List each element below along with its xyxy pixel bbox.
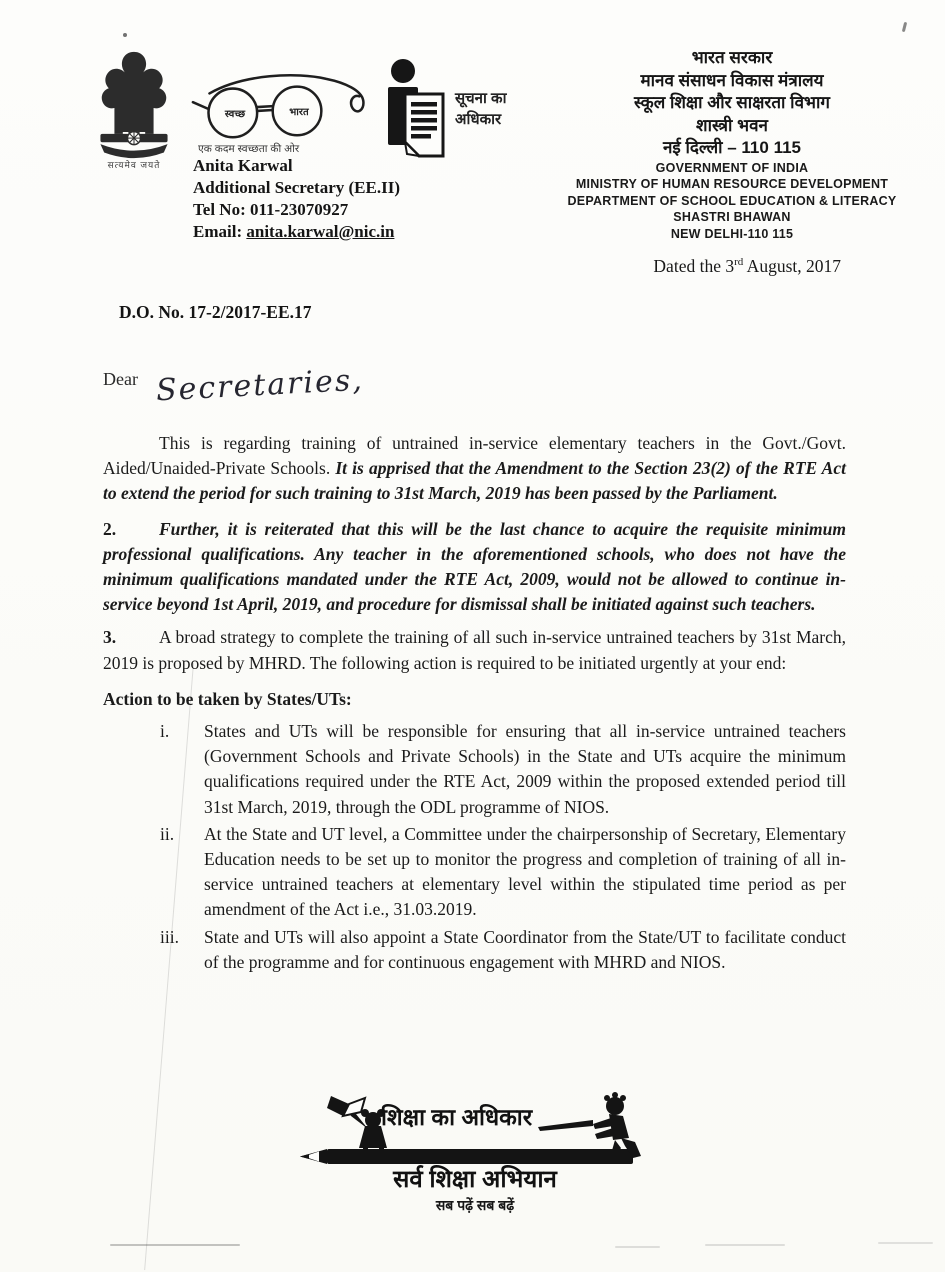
action-list [103, 719, 846, 975]
scan-smudge [615, 1246, 660, 1248]
scan-tick-artifact [902, 22, 907, 32]
letterhead-line-hindi: मानव संसाधन विकास मंत्रालय [640, 70, 824, 90]
salutation-handwritten: Secretaries, [155, 362, 365, 409]
signatory-email-line [193, 221, 400, 243]
date-text: August, 2017 [743, 256, 841, 276]
ssa-title: सर्व शिक्षा अभियान [393, 1166, 557, 1193]
signatory-contact-block [193, 155, 400, 243]
list-item-text: States and UTs will be responsible for ensuring that all in-service untrained teachers (Government Schools and Private Schools) in the State and UTs acquire the minimum qualifications required under the RTE Act, 2009 within the proposed extended period till 31st March, 2019, through the ODL programme of NIOS. [204, 721, 846, 817]
list-item-number: ii. [160, 823, 175, 844]
paragraph-3 [103, 625, 846, 675]
date-ordinal-sup: rd [734, 256, 744, 269]
ssa-tagline: सब पढ़ें सब बढ़ें [435, 1197, 515, 1213]
ministry-letterhead-block [527, 47, 937, 242]
rte-slogan: शिक्षा का अधिकार [381, 1104, 533, 1130]
list-item-text: State and UTs will also appoint a State Coordinator from the State/UT to facilitate conduct of the programme and for continuous engagement with MHRD and NIOS. [204, 926, 846, 972]
scan-smudge [878, 1242, 933, 1244]
scan-smudge [705, 1244, 785, 1246]
rti-label: सूचना का अधिकार [455, 90, 507, 128]
reference-number: D.O. No. 17-2/2017-EE.17 [119, 302, 312, 322]
email-label: Email: [193, 222, 247, 241]
letterhead-line-english: GOVERNMENT OF INDIA [655, 160, 809, 175]
paragraph-2-text: Further, it is reiterated that this will be the last chance to acquire the requisite minimum professional qualifications. Any teacher in the aforementioned schools, who does not have the minimum qualifications mandated under the RTE Act, 2009, would not be allowed to continue in-service beyond 1st April, 2019, and procedure for dismissal shall be initiated against such teachers. [103, 518, 846, 615]
email-address: anita.karwal@nic.in [246, 222, 395, 241]
list-item [103, 719, 846, 820]
paragraph-2-number: 2. [103, 518, 117, 539]
rti-logo-icon [383, 58, 543, 178]
salutation-printed: Dear [103, 369, 138, 389]
swachh-bharat-logo-icon [190, 70, 370, 162]
india-national-emblem-icon [84, 50, 184, 174]
signatory-designation: Additional Secretary (EE.II) [193, 178, 400, 197]
signatory-name: Anita Karwal [193, 156, 293, 175]
letterhead-line-hindi: स्कूल शिक्षा और साक्षरता विभाग [634, 93, 830, 112]
list-item [103, 822, 846, 923]
salutation [103, 362, 365, 409]
letterhead-line-hindi: भारत सरकार [691, 48, 773, 67]
paragraph-3-number: 3. [103, 627, 117, 648]
date-text: Dated the 3 [653, 256, 735, 276]
list-item-number: i. [160, 721, 170, 742]
paragraph-1 [103, 431, 846, 507]
scan-smudge [110, 1244, 240, 1246]
letterhead-line-english: SHASTRI BHAWAN [673, 210, 791, 224]
letter-body [103, 431, 846, 975]
letterhead-line-english: MINISTRY OF HUMAN RESOURCE DEVELOPMENT [575, 177, 889, 191]
lion-capital-graphic [84, 50, 184, 160]
paragraph-1-regular: This is regarding training of untrained in-service elementary teachers in the Govt./Govt. Aided/Unaided-Private Schools. [103, 433, 846, 479]
list-item-text: At the State and UT level, a Committee under the chairpersonship of Secretary, Elementary Education needs to be set up to monitor the progress and completion of training of all in-service untrained teachers at elementary level within the stipulated time period as per amendment of the Act i.e., 31.03.2019. [204, 823, 846, 920]
swachh-tagline: एक कदम स्वच्छता की ओर [198, 143, 300, 155]
signatory-phone: Tel No: 011-23070927 [193, 200, 349, 219]
list-item-number: iii. [160, 926, 179, 947]
letterhead-line-english: DEPARTMENT OF SCHOOL EDUCATION & LITERACY [567, 193, 897, 208]
letter-date [653, 256, 841, 277]
scan-dot-artifact [123, 33, 127, 37]
ssa-footer-logo [295, 1086, 655, 1226]
letterhead-line-english: NEW DELHI-110 115 [670, 226, 794, 241]
paragraph-2 [103, 517, 846, 618]
swachh-right-lens-label: भारत [289, 107, 309, 118]
letterhead-line-hindi: नई दिल्ली – 110 115 [662, 138, 801, 157]
swachh-left-lens-label: स्वच्छ [224, 109, 246, 120]
emblem-motto: सत्यमेव जयते [107, 160, 161, 170]
list-item [103, 925, 846, 975]
letterhead-line-hindi: शास्त्री भवन [696, 115, 768, 135]
paragraph-3-text: A broad strategy to complete the training of all such in-service untrained teachers by 31st March, 2019 is proposed by MHRD. The following action is required to be initiated urgently at your end: [103, 627, 846, 673]
paragraph-1-emphasis: It is apprised that the Amendment to the Section 23(2) of the RTE Act to extend the period for such training to 31st March, 2019 has been passed by the Parliament. [103, 458, 846, 504]
action-heading: Action to be taken by States/UTs: [103, 688, 352, 709]
